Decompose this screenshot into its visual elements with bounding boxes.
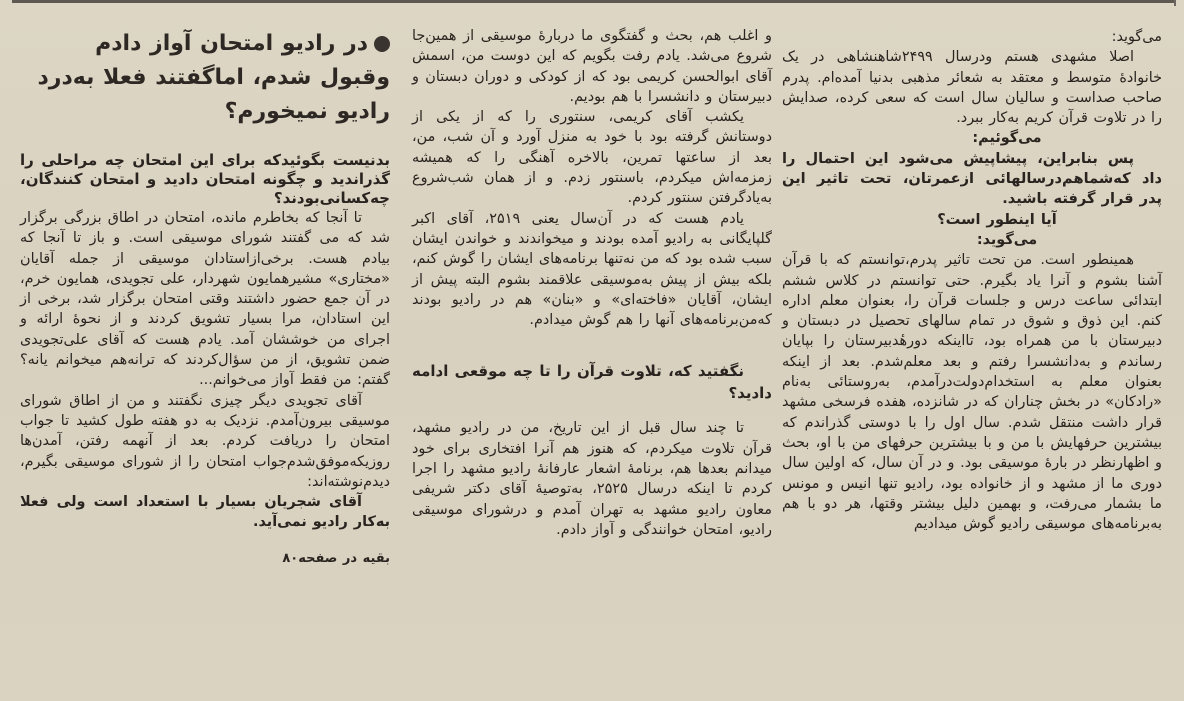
continued-on-page[interactable]: بقیه در صفحه۸۰: [282, 550, 390, 566]
paragraph-exam-room: تا آنجا که بخاطرم مانده، امتحان در اطاق بزرگی برگزار شد که می گفتند شورای موسیقی است. و باز تا آنجا که بیادم هست. برخی‌ازاستادان موسیقی از جمله آقایان «مختاری» مشیرهمایون شهردار، علی تجویدی، همایون خرم، در آن جمع حضور داشتند وقتی امتحان برگزار شد، برخی از این استادان، مرا بسیار تشویق کردند و از نحوهٔ ارائه و اجرای من خوششان آمد. یادم هست که آقای علی‌تجویدی ضمن تشویق، از من سؤال‌کردند که ترانه‌هم میخوانم یانه؟ گفتم: من فقط آواز می‌خوانم...: [20, 210, 390, 389]
interview-question-quran: نگفتید که، تلاوت قرآن را تا چه موقعی ادامه دادید؟: [412, 362, 772, 403]
paragraph-quran-teacher: همینطور است. من تحت تاثیر پدرم،توانستم که با قرآن آشنا بشوم و آنرا یاد بگیرم. حتی توانستم در کلاس ششم ابتدائی ساعت درس و جلسات قرآن را، بعنوان معلم اداره کنم. این ذوق و شوق در تمام سالهای تحصیل در دبستان و دبیرستان با من همراه بود، تااینکه دورهٔدبیرستان را بپایان رساندم و به‌دانشسرا رفتم و بعد معلم‌شدم. بعد از اینکه بعنوان معلم به استخدام‌دولت‌درآمدم، به‌روستائی به‌نام «رادکان» در بخش چناران که در شانزده، هفده فرسخی مشهد قرار داشت منتقل شدم. سال اول را با دوستی گذراندم که بیشترین حرفهایش با من و با بیشترین حرفهای من با او، بحث و اظهارنظر در بارهٔ موسیقی بود. و در آن سال، که اولین سال دوری ما از مشهد و از خانواده بود، رادیو تنها انیس و مونس ما بشمار می‌رفت، و بهمین دلیل بیشتر وقتها، هر دو با هم به‌برنامه‌های موسیقی رادیو گوش میدادیم: [782, 252, 1162, 533]
interview-question-exam: بدنیست بگوئیدکه برای این امتحان چه مراحلی را گذراندید و چگونه امتحان دادید و امتحان کنندگان، چه‌کسانی‌بودند؟: [20, 151, 390, 207]
bullet-icon: [374, 36, 390, 52]
article-column-middle: [412, 26, 772, 540]
article-headline: [20, 27, 390, 129]
paragraph-santur: یکشب آقای کریمی، سنتوری را که از یکی از دوستانش گرفته بود با خود به منزل آورد و آن شب، من، بعد از ساعتها تمرین، بالاخره آهنگی را که همیشه زمزمه‌اش میکردم، باسنتور زدم. و از همان شب‌شروع به‌یادگرفتن سنتور کردم.: [412, 109, 772, 207]
exam-verdict: آقای شجریان بسیار با استعداد است ولی فعلا به‌کار رادیو نمی‌آید.: [20, 494, 390, 531]
paragraph-friend-karimi: و اغلب هم، بحث و گفتگوی ما دربارهٔ موسیقی از همین‌جا شروع می‌شد. یادم رفت بگویم که این دوست من، اسمش آقای ابوالحسن کریمی بود که از کودکی و دوران دبستان و دبیرستان و دانشسرا با هم بودیم.: [412, 28, 772, 105]
interview-question-end: آیا اینطور است؟: [937, 210, 1057, 228]
top-rule-divider: [12, 0, 1174, 3]
speaker-label-says: می‌گوید:: [1111, 29, 1162, 45]
headline-text: در رادیو امتحان آواز دادم وقبول شدم، اماگفتند فعلا به‌درد رادیو نمیخورم؟: [37, 31, 390, 124]
paragraph-birth: اصلا مشهدی هستم ودرسال ۲۴۹۹شاهنشاهی در یک خانوادهٔ متوسط و معتقد به شعائر مذهبی بدنیا آمده‌ام. پدرم صاحب صداست و سالیان سال است که سعی کرده، صدایش را در تلاوت قرآن کریم به‌کار ببرد.: [782, 49, 1162, 127]
corner-rule: [1174, 0, 1176, 6]
speaker-label-we-say: می‌گوئیم:: [972, 130, 1042, 147]
article-column-right: [782, 27, 1162, 534]
article-column-left: [20, 27, 390, 569]
interview-question-father: پس بنابراین، پیشاپیش می‌شود این احتمال را داد که‌شماهم‌درسالهائی ازعمرتان، تحت تاثیر این پدر قرار گرفته باشید.: [782, 149, 1162, 208]
paragraph-radio-mashhad: تا چند سال قبل از این تاریخ، من در رادیو مشهد، قرآن تلاوت میکردم، که هنوز هم آنرا افتخاری برای خود میدانم بعدها هم، برنامهٔ اشعار عارفانهٔ رادیو مشهد را اجرا کردم تا اینکه درسال ۲۵۲۵، به‌توصیهٔ آقای دکتر شریفی معاون رادیو مشهد به تهران آمدم و درشورای موسیقی رادیو، امتحان خوانندگی و آواز دادم.: [412, 420, 772, 538]
paragraph-exam-result: آقای تجویدی دیگر چیزی نگفتند و من از اطاق شورای موسیقی بیرون‌آمدم. نزدیک به دو هفته طول کشید تا جواب امتحان را دریافت کردم. بعد از آنهمه رفتن، آمدن‌ها روزیکه‌موفق‌شدم‌جواب امتحان را از شورای موسیقی بگیرم، دیدم‌نوشته‌اند:: [20, 392, 390, 490]
paragraph-golpayegani: یادم هست که در آن‌سال یعنی ۲۵۱۹، آقای اکبر گلپایگانی به رادیو آمده بودند و میخواندند و خواندن ایشان سبب شده بود که من نه‌تنها برنامه‌های ایشان را گوش کنم، بلکه بیش از پیش به‌موسیقی علاقمند بشوم البته پیش از ایشان، آقایان «فاخته‌ای» و «بنان» هم در رادیو بودند که‌من‌برنامه‌های آنها را هم گوش میدادم.: [412, 210, 772, 329]
speaker-label-says-2: می‌گوید:: [976, 231, 1038, 248]
